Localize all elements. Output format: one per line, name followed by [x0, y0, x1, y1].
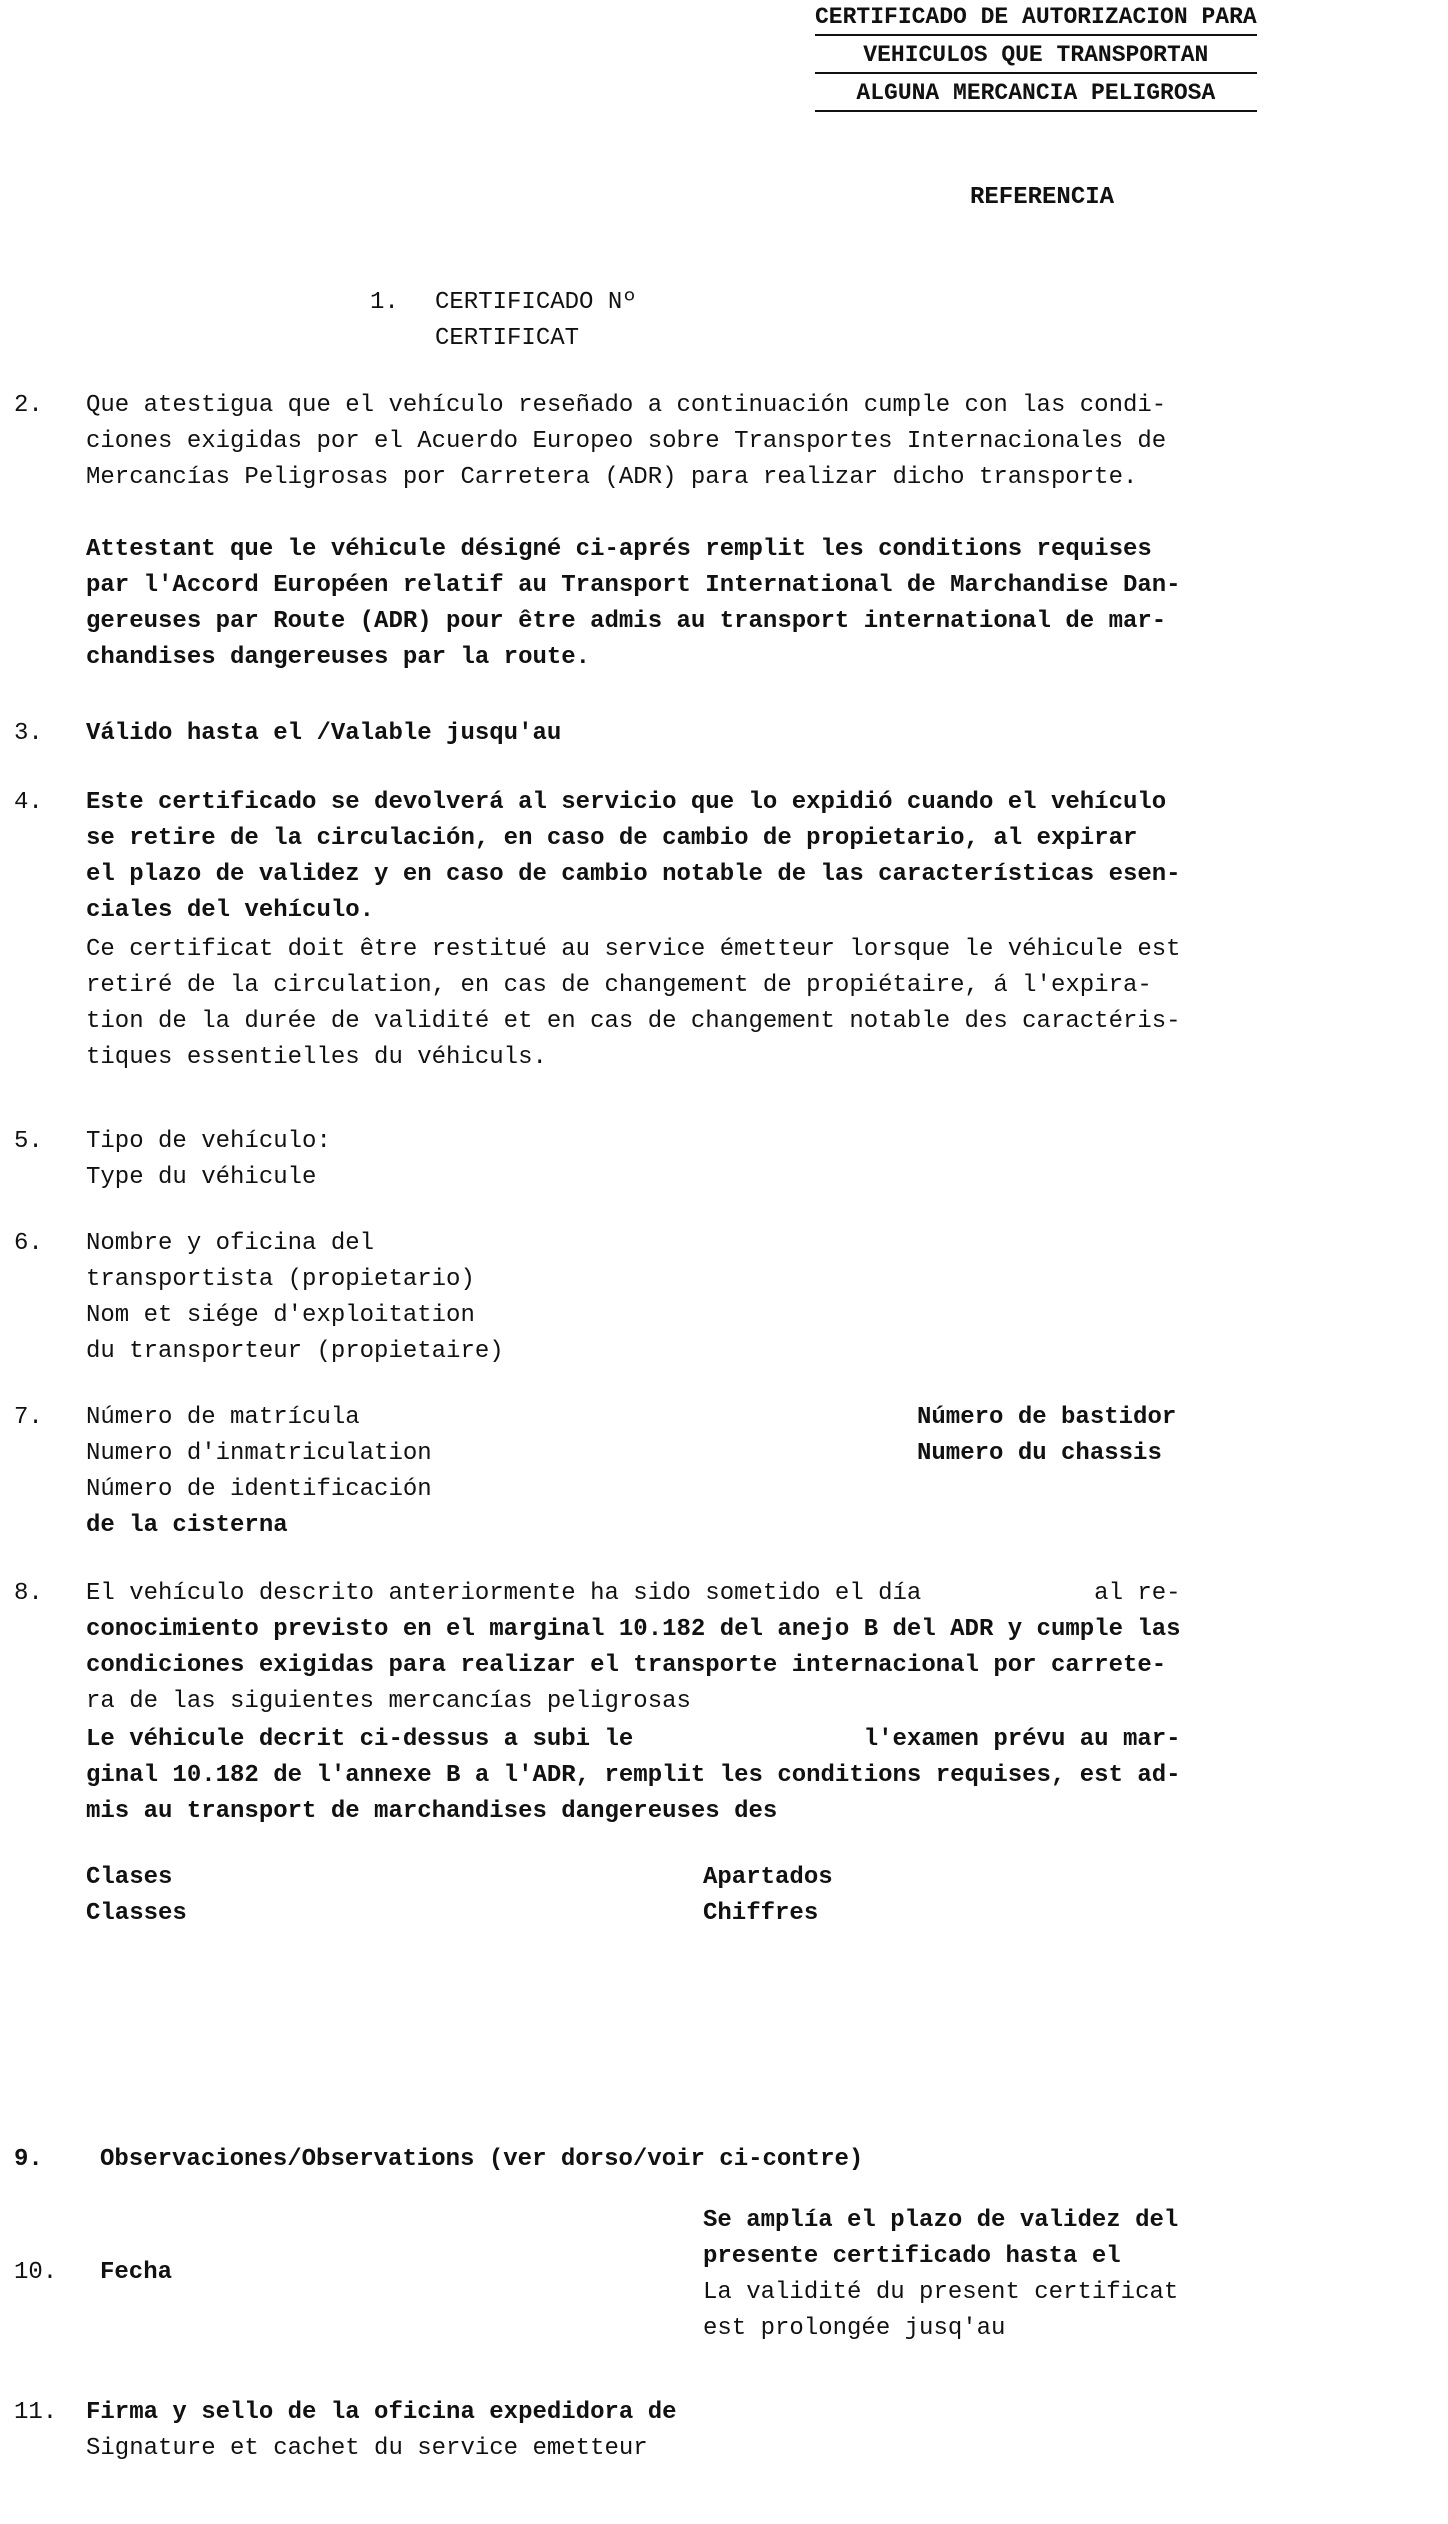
section-1-certificado — [435, 285, 637, 357]
referencia-label: REFERENCIA — [970, 184, 1115, 211]
s4-fr-line: Ce certificat doit être restitué au service émetteur lorsque le véhicule est — [86, 936, 1181, 963]
apartados-line: Chiffres — [703, 1900, 819, 1927]
section-10-number: 10. — [14, 2259, 58, 2286]
clases-line: Classes — [86, 1900, 187, 1927]
section-1-number: 1. — [370, 289, 399, 316]
clases-line: Clases — [86, 1864, 173, 1891]
apartados-line: Apartados — [703, 1864, 833, 1891]
s7-right-line: Número de bastidor — [917, 1404, 1177, 1431]
section-8-french-text — [86, 1722, 1431, 1830]
section-4-number: 4. — [14, 789, 43, 816]
s11-line: Firma y sello de la oficina expedidora de — [86, 2399, 677, 2426]
s7-right-line: Numero du chassis — [917, 1440, 1162, 1467]
s7-left-line: Número de matrícula — [86, 1404, 360, 1431]
s4-es-line: ciales del vehículo. — [86, 897, 375, 924]
s7-left-line: de la cisterna — [86, 1512, 288, 1539]
s4-fr-line: tiques essentielles du véhiculs. — [86, 1044, 547, 1071]
section-4-spanish-text — [86, 785, 1431, 929]
s4-fr-line: tion de la durée de validité et en cas de changement notable des caractéris- — [86, 1008, 1181, 1035]
s2-fr-line: gereuses par Route (ADR) pour être admis au transport international de mar- — [86, 608, 1167, 635]
s10-right-line: est prolongée jusq'au — [703, 2315, 1006, 2342]
section-9-number: 9. — [14, 2146, 43, 2173]
s6-line: Nom et siége d'exploitation — [86, 1302, 475, 1329]
s2-fr-line: par l'Accord Européen relatif au Transport International de Marchandise Dan- — [86, 572, 1181, 599]
s2-es-line: Mercancías Peligrosas por Carretera (ADR) para realizar dicho transporte. — [86, 464, 1138, 491]
fecha-label: Fecha — [100, 2259, 173, 2286]
title-line-2: VEHICULOS QUE TRANSPORTAN — [815, 38, 1257, 74]
section-5-number: 5. — [14, 1128, 43, 1155]
s2-es-line: ciones exigidas por el Acuerdo Europeo sobre Transportes Internacionales de — [86, 428, 1167, 455]
section-11-number: 11. — [14, 2399, 58, 2426]
certificate-title — [815, 0, 1257, 114]
section-8-number: 8. — [14, 1580, 43, 1607]
s6-line: du transporteur (propietaire) — [86, 1338, 504, 1365]
s11-line: Signature et cachet du service emetteur — [86, 2435, 648, 2462]
s8-es-line: El vehículo descrito anteriormente ha sido sometido el día al re- — [86, 1580, 1181, 1607]
s5-line: Type du véhicule — [86, 1164, 317, 1191]
section-2-number: 2. — [14, 392, 43, 419]
title-line-1: CERTIFICADO DE AUTORIZACION PARA — [815, 0, 1257, 36]
s8-fr-line: Le véhicule decrit ci-dessus a subi le l'examen prévu au mar- — [86, 1726, 1181, 1753]
section-6-number: 6. — [14, 1230, 43, 1257]
s8-es-line: conocimiento previsto en el marginal 10.182 del anejo B del ADR y cumple las — [86, 1616, 1181, 1643]
s4-es-line: el plazo de validez y en caso de cambio notable de las características esen- — [86, 861, 1181, 888]
s2-fr-line: Attestant que le véhicule désigné ci-aprés remplit les conditions requises — [86, 536, 1152, 563]
valido-hasta-label: Válido hasta el /Valable jusqu'au — [86, 720, 562, 747]
ampliacion-validez-text — [703, 2203, 1178, 2347]
s8-es-line: condiciones exigidas para realizar el transporte internacional por carrete- — [86, 1652, 1167, 1679]
s2-es-line: Que atestigua que el vehículo reseñado a continuación cumple con las condi- — [86, 392, 1167, 419]
section-7-number: 7. — [14, 1404, 43, 1431]
s10-right-line: presente certificado hasta el — [703, 2243, 1121, 2270]
s5-line: Tipo de vehículo: — [86, 1128, 331, 1155]
title-line-3: ALGUNA MERCANCIA PELIGROSA — [815, 76, 1257, 112]
s6-line: transportista (propietario) — [86, 1266, 475, 1293]
s10-right-line: Se amplía el plazo de validez del — [703, 2207, 1179, 2234]
s7-left-line: Numero d'inmatriculation — [86, 1440, 432, 1467]
section-2-french-text — [86, 532, 1431, 676]
section-4-french-text — [86, 932, 1431, 1076]
s8-fr-line: ginal 10.182 de l'annexe B a l'ADR, remplit les conditions requises, est ad- — [86, 1762, 1181, 1789]
section-8-spanish-text — [86, 1576, 1431, 1720]
s2-fr-line: chandises dangereuses par la route. — [86, 644, 591, 671]
s8-fr-line: mis au transport de marchandises dangereuses des — [86, 1798, 778, 1825]
clases-labels — [86, 1860, 486, 1932]
apartados-labels — [703, 1860, 833, 1932]
transportista-label — [86, 1226, 1431, 1370]
section-3-number: 3. — [14, 720, 43, 747]
s4-es-line: se retire de la circulación, en caso de cambio de propietario, al expirar — [86, 825, 1138, 852]
bastidor-labels — [917, 1400, 1176, 1472]
s6-line: Nombre y oficina del — [86, 1230, 375, 1257]
s8-es-line: ra de las siguientes mercancías peligrosas — [86, 1688, 691, 1715]
certificat-label: CERTIFICAT — [435, 325, 580, 352]
matricula-labels — [86, 1400, 786, 1544]
s4-fr-line: retiré de la circulation, en cas de changement de propiétaire, á l'expira- — [86, 972, 1152, 999]
tipo-vehiculo-label — [86, 1124, 1431, 1196]
firma-sello-label — [86, 2395, 1431, 2467]
s7-left-line: Número de identificación — [86, 1476, 432, 1503]
observaciones-label: Observaciones/Observations (ver dorso/voir ci-contre) — [100, 2146, 864, 2173]
s4-es-line: Este certificado se devolverá al servicio que lo expidió cuando el vehículo — [86, 789, 1167, 816]
s10-right-line: La validité du present certificat — [703, 2279, 1179, 2306]
section-2-spanish-text — [86, 388, 1431, 496]
certificado-no-label: CERTIFICADO Nº — [435, 289, 637, 316]
